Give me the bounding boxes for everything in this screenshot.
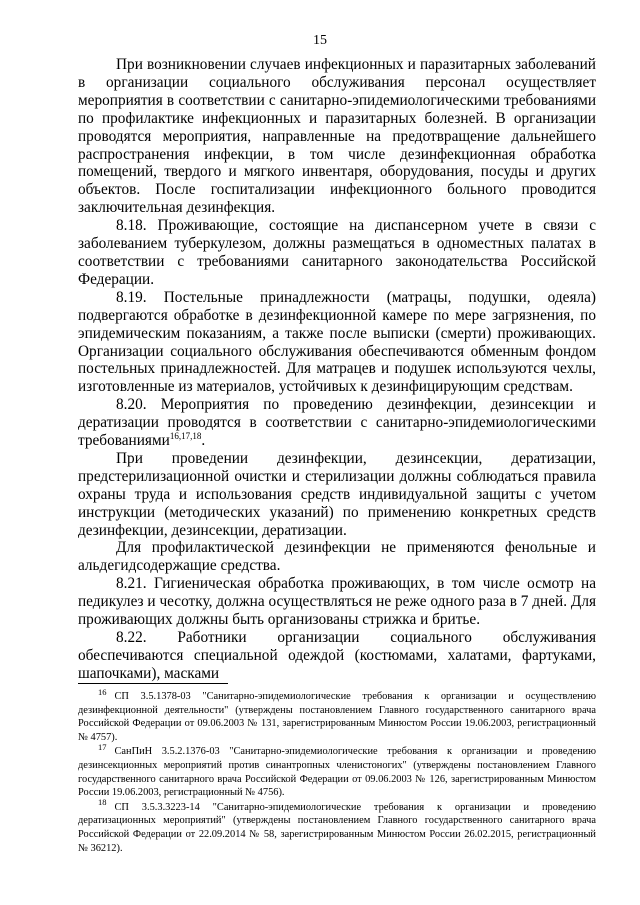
paragraph-8-21: 8.21. Гигиеническая обработка проживающих, в том числе осмотр на педикулез и чесотку, должна осуществляться не реже одного раза в 7 дней. Для проживающих должны быть организованы стрижка и бритье. bbox=[78, 575, 596, 629]
paragraph: Для профилактической дезинфекции не применяются фенольные и альдегидсодержащие средства. bbox=[78, 539, 596, 575]
footnote-number: 17 bbox=[98, 741, 107, 752]
paragraph-tail: . bbox=[201, 432, 206, 450]
paragraph-text: 8.20. Мероприятия по проведению дезинфекции, дезинсекции и дератизации проводятся в соответствии с санитарно-эпидемиологическими требованиями bbox=[78, 396, 596, 450]
body-text bbox=[78, 56, 596, 683]
footnote bbox=[78, 741, 596, 799]
footnote-number: 18 bbox=[98, 797, 107, 808]
paragraph: При проведении дезинфекции, дезинсекции, дератизации, предстерилизационной очистки и стерилизации должны соблюдаться правила охраны труда и использования средств индивидуальной защиты с учетом инструкции (методических указаний) по применению конкретных средств дезинфекции, дезинсекции, дератизации. bbox=[78, 449, 596, 539]
paragraph-8-20 bbox=[78, 396, 596, 450]
footnote-text: СП 3.5.3.3223-14 "Санитарно-эпидемиологические требования к организации и проведению дератизационных мероприятий" (утверждены постановлением Главного государственного санитарного врача Российской Федерации от 22.09.2014 № 58, зарегистрированным Минюстом России 26.02.2015, регистрационный № 36212). bbox=[78, 801, 596, 854]
page-number: 15 bbox=[313, 33, 327, 48]
paragraph-8-19: 8.19. Постельные принадлежности (матрацы, подушки, одеяла) подвергаются обработке в дезинфекционной камере по мере загрязнения, по эпидемическим показаниям, а также после выписки (смерти) проживающих. Организации социального обслуживания обеспечиваются обменным фондом постельных принадлежностей. Для матрацев и подушек используются чехлы, изготовленные из материалов, устойчивых к дезинфицирующим средствам. bbox=[78, 288, 596, 396]
footnote-text: СанПиН 3.5.2.1376-03 "Санитарно-эпидемиологические требования к организации и проведению дезинсекционных мероприятий против синантропных членистоногих" (утверждены постановлением Главного государственного санитарного врача Российской Федерации от 09.06.2003 № 126, зарегистрированным Минюстом России 19.06.2003, регистрационный № 4756). bbox=[78, 746, 596, 799]
footnote-separator bbox=[78, 683, 228, 684]
footnote-reference[interactable]: 16,17,18 bbox=[169, 430, 202, 441]
paragraph: При возникновении случаев инфекционных и паразитарных заболеваний в организации социального обслуживания персонал осуществляет мероприятия в соответствии с санитарно-эпидемиологическими требованиями по профилактике инфекционных и паразитарных болезней. В организации проводятся мероприятия, направленные на предотвращение дальнейшего распространения инфекции, в том числе дезинфекционная обработка помещений, твердого и мягкого инвентаря, оборудования, посуды и других объектов. После госпитализации инфекционного больного проводится заключительная дезинфекция. bbox=[78, 56, 596, 217]
footnote-text: СП 3.5.1378-03 "Санитарно-эпидемиологические требования к организации и осуществлению дезинфекционной деятельности" (утверждены постановлением Главного государственного санитарного врача Российской Федерации от 09.06.2003 № 131, зарегистрированным Минюстом России 19.06.2003, регистрационный № 4757). bbox=[78, 691, 596, 743]
paragraph-8-18: 8.18. Проживающие, состоящие на диспансерном учете в связи с заболеванием туберкулезом, должны размещаться в одноместных палатах в соответствии с требованиями санитарного законодательства Российской Федерации. bbox=[78, 217, 596, 288]
paragraph-8-22: 8.22. Работники организации социального обслуживания обеспечиваются специальной одеждой (костюмами, халатами, фартуками, шапочками), масками bbox=[78, 629, 596, 682]
footnote bbox=[78, 797, 596, 855]
footnote-number: 16 bbox=[98, 686, 107, 697]
footnote bbox=[78, 686, 596, 744]
footnotes bbox=[78, 686, 596, 856]
